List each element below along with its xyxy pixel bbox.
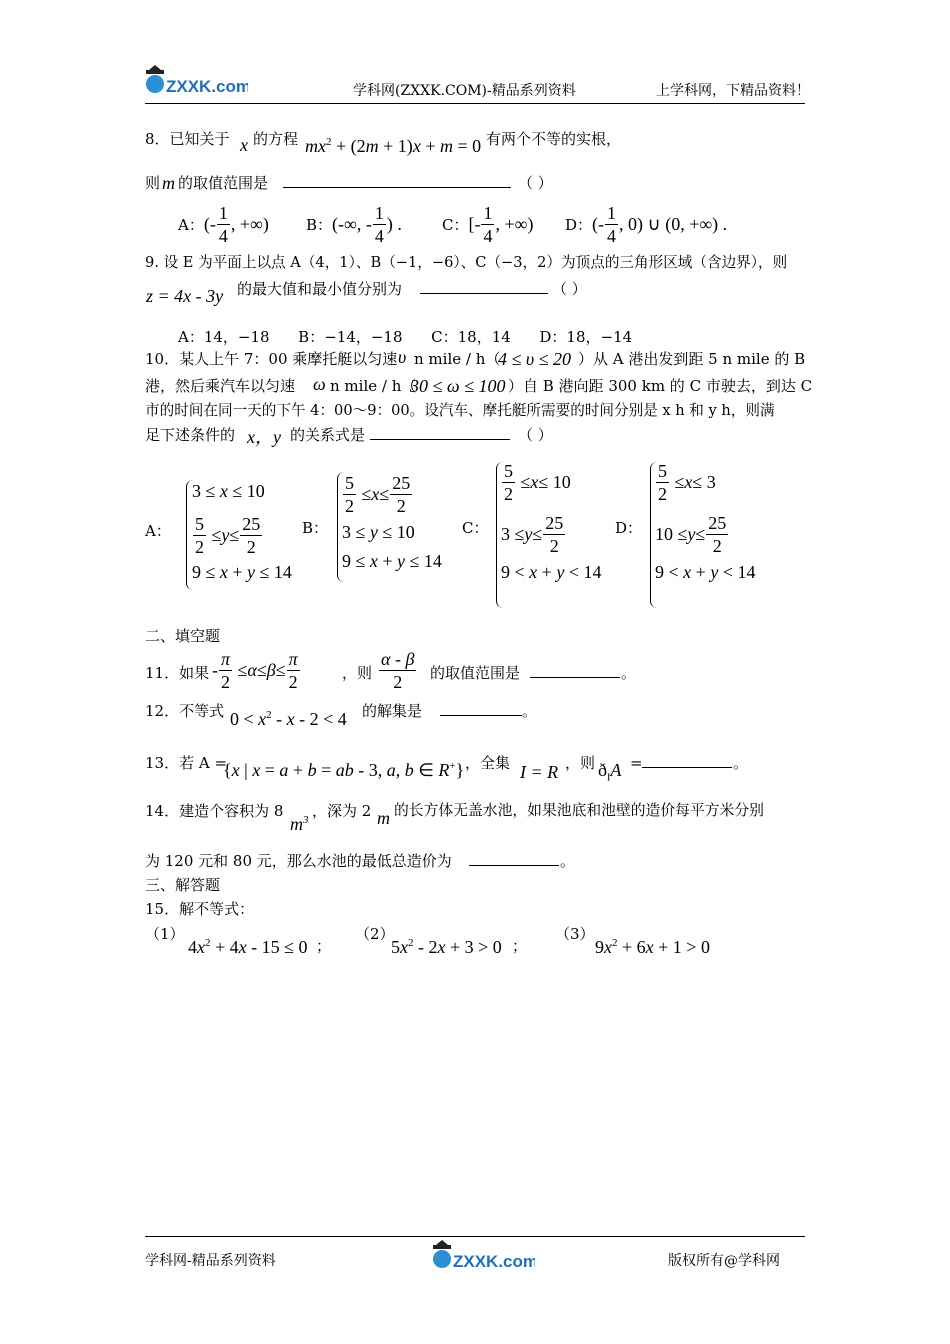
q10-line1d: ）从 A 港出发到距 5 n mile 的 B xyxy=(578,350,806,368)
q10-d-l2: 10 ≤ y ≤ $\frac{25}{2}$ xyxy=(655,513,727,556)
q9-line2: 的最大值和最小值分别为 xyxy=(237,280,403,298)
header-logo xyxy=(143,62,248,100)
q10-line2b: n mile / h（ xyxy=(330,377,417,395)
footer-logo-text: ZXXK.com xyxy=(453,1252,535,1271)
q10-c-l3: 9 < x + y < 14 xyxy=(501,562,602,582)
q13-complement-sign: ð xyxy=(598,760,607,780)
footer-left-text: 学科网-精品系列资料 xyxy=(145,1253,276,1269)
q10-b-label: B： xyxy=(302,519,329,537)
header-center-text: 学科网(ZXXK.COM)-精品系列资料 xyxy=(353,83,576,99)
q8-line2 xyxy=(145,172,160,194)
q15-p3: $9x^2 + 6x + 1 > 0$ xyxy=(595,937,710,957)
q8-option-b: B： (-∞, - $\frac{1}{4}$ ) . xyxy=(306,203,402,246)
q13-end: 。 xyxy=(733,754,749,772)
q14-unit2: m xyxy=(377,808,390,828)
q15-p2-end: ； xyxy=(512,937,528,955)
footer-right-text: 版权所有@学科网 xyxy=(668,1253,780,1269)
q8-prefix: 8．已知关于 xyxy=(145,130,230,148)
q13-eq: = xyxy=(630,754,643,772)
q9-paren: （ ） xyxy=(552,280,587,298)
q8-line2-mid: 的取值范围是 xyxy=(178,174,269,192)
q9-options: A：14，−18 B：−14，−18 C：18，14 D：18，−14 xyxy=(178,328,633,346)
q10-c-l2: 3 ≤ y ≤ $\frac{25}{2}$ xyxy=(501,513,564,556)
q10-paren: （ ） xyxy=(518,426,553,444)
header-rule xyxy=(145,103,805,104)
q8-paren: （ ） xyxy=(518,174,553,192)
q10-omega: ω xyxy=(313,374,326,394)
q15-p2: $5x^2 - 2x + 3 > 0$ xyxy=(391,937,502,957)
q10-line1c: 4 ≤ υ ≤ 20 xyxy=(498,349,572,369)
q13-complement-sub: I xyxy=(607,772,611,784)
q10-d-l3: 9 < x + y < 14 xyxy=(655,562,756,582)
q10-line2c: 30 ≤ ω ≤ 100 xyxy=(410,376,506,396)
q8-mid: 的方程 xyxy=(253,130,299,148)
q12-prefix: 12．不等式 xyxy=(145,702,225,720)
q10-line1b: n mile / h（ xyxy=(414,350,501,368)
q10-d-l1: $\frac{5}{2}$ ≤ x ≤ 3 xyxy=(658,461,716,504)
q10-line2d: ）自 B 港向距 300 km 的 C 市驶去，到达 C xyxy=(508,377,813,395)
q13-answer-blank[interactable] xyxy=(642,752,732,768)
q11-suffix: 的取值范围是 xyxy=(430,664,521,682)
q9-equation: z = 4x - 3y xyxy=(146,286,224,306)
q8-option-d: D： (- $\frac{1}{4}$ , 0) ∪ (0, +∞) . xyxy=(565,203,728,246)
q10-line2a: 港，然后乘汽车以匀速 xyxy=(145,377,296,395)
section-solve-heading: 三、解答题 xyxy=(145,876,221,894)
q14-end: 。 xyxy=(560,852,576,870)
q10-line3: 市的时间在同一天的下午 4：00～9：00。设汽车、摩托艇所需要的时间分别是 x h 和 y h，则满 xyxy=(145,402,775,419)
q13-complement xyxy=(598,760,621,784)
q10-line4a: 足下述条件的 xyxy=(145,426,236,444)
q10-d-label: D： xyxy=(615,519,643,537)
q14-line1c: 的长方体无盖水池，如果池底和池壁的造价每平方米分别 xyxy=(394,802,764,819)
q15-p1-end: ； xyxy=(316,937,332,955)
q10-b-l1: $\frac{5}{2}$ ≤ x ≤ $\frac{25}{2}$ xyxy=(345,473,411,516)
q8-equation: $mx^2 + (2m + 1)x + m = 0$ xyxy=(305,136,482,156)
q14-answer-blank[interactable] xyxy=(469,850,559,866)
q14-line1a: 14．建造个容积为 8 xyxy=(145,802,284,820)
q10-answer-blank[interactable] xyxy=(370,424,510,440)
header-right-text: 上学科网，下精品资料！ xyxy=(656,83,810,99)
q9-line1: 9. 设 E 为平面上以点 A（4，1）、B（−1，−6）、C（−3，2）为顶点的三角形区域（含边界），则 xyxy=(145,254,788,271)
q10-a-l1: 3 ≤ x ≤ 10 xyxy=(192,481,265,501)
header-logo-text: ZXXK.com xyxy=(166,77,248,96)
q10-b-l3: 9 ≤ x + y ≤ 14 xyxy=(342,551,442,571)
q10-b-l2: 3 ≤ y ≤ 10 xyxy=(342,522,415,542)
q13-set: {x | x = a + b = ab - 3, a, b ∈ R+} xyxy=(223,760,465,780)
footer-logo xyxy=(430,1237,535,1275)
q15-title: 15．解不等式： xyxy=(145,900,255,918)
q12-end: 。 xyxy=(522,702,538,720)
q10-c-label: C： xyxy=(462,519,489,537)
q11-prefix: 11．如果 xyxy=(145,664,210,682)
q12-answer-blank[interactable] xyxy=(440,700,522,716)
q8-answer-blank[interactable] xyxy=(283,172,511,188)
q14-unit1: $m^3$ xyxy=(290,814,309,834)
q13-mid: ，全集 xyxy=(465,754,511,772)
q11-mid: ，则 xyxy=(342,664,373,682)
q15-p3-label: （3） xyxy=(555,925,595,943)
q11-expr: $\frac{\alpha - \beta}{2}$ xyxy=(381,649,415,692)
q10-a-l3: 9 ≤ x + y ≤ 14 xyxy=(192,562,292,582)
q13-set-name: A xyxy=(610,760,622,780)
q8-option-a: A： (- $\frac{1}{4}$ , +∞) xyxy=(178,203,269,246)
q13-then: ，则 xyxy=(565,754,596,772)
q15-p1-label: （1） xyxy=(145,925,185,943)
q10-line4b: x，y xyxy=(247,427,281,447)
q8-line1 xyxy=(145,128,230,150)
q10-c-l1: $\frac{5}{2}$ ≤ x ≤ 10 xyxy=(504,461,571,504)
q15-p1: $4x^2 + 4x - 15 \le 0$ xyxy=(188,937,308,957)
q11-end: 。 xyxy=(621,664,637,682)
q9-answer-blank[interactable] xyxy=(420,278,548,294)
q8-var: x xyxy=(240,135,248,155)
section-fill-in-heading: 二、填空题 xyxy=(145,627,221,645)
q12-expr: $0 < x^2 - x - 2 < 4$ xyxy=(230,709,347,729)
q15-p2-label: （2） xyxy=(355,925,395,943)
q8-suffix: 有两个不等的实根， xyxy=(486,130,622,148)
q10-line1a: 10．某人上午 7：00 乘摩托艇以匀速 xyxy=(145,350,398,368)
q14-line2a: 为 120 元和 80 元，那么水池的最低总造价为 xyxy=(145,852,452,870)
q13-universe: I = R xyxy=(520,762,559,782)
q8-option-c: C： [- $\frac{1}{4}$ , +∞) xyxy=(442,203,534,246)
q11-answer-blank[interactable] xyxy=(530,662,620,678)
q13-prefix: 13．若 A = xyxy=(145,754,228,772)
q14-line1b: ，深为 2 xyxy=(312,802,372,820)
q11-condition: - $\frac{\pi}{2}$ ≤ α ≤ β ≤ $\frac{\pi}{2}$ xyxy=(212,649,298,692)
q8-line2-prefix: 则 xyxy=(145,174,161,192)
q10-line4c: 的关系式是 xyxy=(290,426,366,444)
q10-a-l2: $\frac{5}{2}$ ≤ y ≤ $\frac{25}{2}$ xyxy=(195,514,261,557)
q12-suffix: 的解集是 xyxy=(362,702,423,720)
q10-a-label: A： xyxy=(145,522,171,540)
q8-line2-var: m xyxy=(162,173,175,193)
q10-upsilon: υ xyxy=(398,347,407,367)
